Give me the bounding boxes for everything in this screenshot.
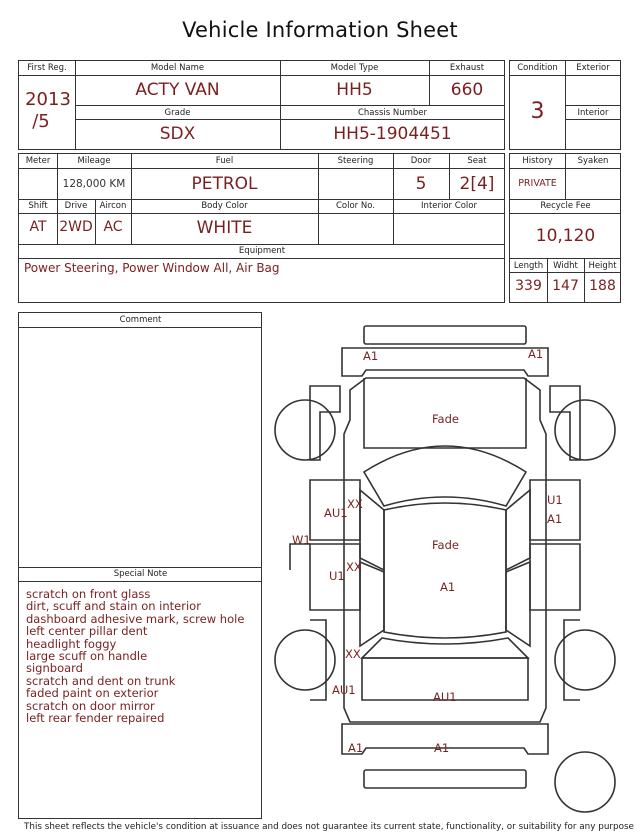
condition-label: Condition (517, 63, 558, 73)
front-right-fender (550, 386, 580, 460)
width-label: Widht (553, 261, 578, 271)
damage-mark-roof-lower: A1 (440, 580, 456, 594)
special-note-label: Special Note (113, 569, 168, 579)
rear-bumper-bottom (364, 770, 526, 788)
damage-mark-left-pillar: W1 (292, 533, 311, 547)
history-label: History (522, 156, 553, 166)
damage-mark-left-rear-door-b: U1 (329, 569, 345, 583)
width-value: 147 (552, 278, 579, 294)
right-rear-door (530, 544, 580, 610)
exhaust-value: 660 (450, 80, 484, 100)
front-left-wheel (275, 400, 335, 460)
first-reg-month: /5 (32, 111, 50, 132)
list-item: left rear fender repaired (26, 711, 165, 726)
list-item: signboard (26, 661, 83, 676)
steering-label: Steering (337, 156, 374, 166)
aircon-value: AC (103, 219, 123, 235)
damage-mark-left-front-door-a: XX (347, 497, 363, 511)
height-value: 188 (589, 278, 616, 294)
meter-label: Meter (25, 156, 51, 166)
spec-box (18, 153, 505, 303)
seat-label: Seat (467, 156, 487, 166)
model-name-label: Model Name (150, 63, 205, 73)
drive-label: Drive (64, 201, 88, 211)
list-item: left center pillar dent (26, 624, 148, 639)
fuel-value: PETROL (191, 174, 258, 194)
damage-mark-right-front-door-a: U1 (547, 493, 563, 507)
seat-value: 2[4] (459, 174, 495, 194)
windshield (364, 446, 526, 506)
comment-panel (18, 312, 262, 819)
left-rear-window (360, 562, 384, 646)
rear-left-fender (310, 620, 326, 700)
left-pillar (290, 544, 310, 570)
right-front-window (506, 490, 530, 570)
shift-value: AT (29, 219, 47, 235)
right-rear-window (506, 562, 530, 646)
height-label: Height (588, 261, 617, 271)
history-value: PRIVATE (518, 178, 557, 189)
damage-mark-left-rear-door-a: XX (346, 560, 362, 574)
damage-mark-front-bumper-right: A1 (528, 347, 544, 361)
body-color-label: Body Color (201, 201, 248, 211)
list-item: scratch on front glass (26, 587, 151, 601)
color-no-label: Color No. (335, 201, 375, 211)
damage-mark-right-front-door-b: A1 (547, 512, 563, 526)
list-item: scratch and dent on trunk (26, 673, 176, 688)
first-reg-label: First Reg. (27, 63, 67, 73)
chassis-number-label: Chassis Number (357, 108, 428, 118)
disclaimer-footer: This sheet reflects the vehicle's condition at issuance and does not guarantee its current state, functionality, or suitability for any purpose (24, 822, 634, 832)
damage-mark-hood: Fade (432, 412, 459, 426)
spare-wheel (555, 752, 615, 812)
front-left-fender (310, 386, 340, 460)
exhaust-label: Exhaust (449, 63, 485, 73)
damage-mark-front-bumper-left: A1 (363, 349, 379, 363)
model-type-value: HH5 (336, 80, 373, 100)
left-front-window (360, 490, 384, 570)
syaken-label: Syaken (577, 156, 609, 166)
list-item: dirt, scuff and stain on interior (26, 599, 201, 614)
damage-mark-roof: Fade (432, 538, 459, 552)
list-item: headlight foggy (26, 636, 117, 651)
list-item: dashboard adhesive mark, screw hole (26, 611, 245, 626)
list-item: faded paint on exterior (26, 686, 159, 701)
condition-box (509, 60, 621, 150)
model-name-value: ACTY VAN (135, 80, 220, 100)
shift-label: Shift (28, 201, 48, 211)
rear-glass (362, 638, 528, 658)
interior-label: Interior (577, 108, 609, 118)
front-right-wheel (555, 400, 615, 460)
exterior-label: Exterior (576, 63, 610, 73)
recycle-fee-label: Recycle Fee (540, 201, 591, 211)
comment-label: Comment (119, 315, 162, 325)
right-front-door (530, 480, 580, 540)
mileage-value: 128,000 KM (62, 178, 126, 190)
damage-mark-left-front-door-b: AU1 (324, 506, 348, 520)
interior-color-label: Interior Color (421, 201, 477, 211)
vehicle-info-box (18, 60, 505, 150)
page-title: Vehicle Information Sheet (182, 18, 458, 42)
door-value: 5 (415, 174, 427, 194)
damage-mark-rear-deck: AU1 (433, 690, 457, 704)
mileage-label: Mileage (77, 156, 111, 166)
grade-value: SDX (159, 124, 196, 144)
damage-mark-left-rear-fender-b: AU1 (332, 683, 356, 697)
body-color-value: WHITE (196, 218, 253, 238)
equipment-value: Power Steering, Power Window All, Air Bag (24, 261, 280, 275)
length-label: Length (513, 261, 544, 271)
model-type-label: Model Type (330, 63, 379, 73)
first-reg-year: 2013 (25, 89, 71, 110)
drive-value: 2WD (59, 219, 93, 235)
roof (384, 503, 506, 638)
history-box (509, 153, 621, 303)
chassis-number-value: HH5-1904451 (333, 124, 452, 144)
list-item: large scuff on handle (26, 649, 148, 664)
damage-mark-rear-bumper-left: A1 (348, 741, 364, 755)
aircon-label: Aircon (99, 201, 127, 211)
rear-right-fender (564, 620, 580, 700)
front-bumper-top (364, 326, 526, 344)
special-note-list (26, 588, 244, 724)
recycle-fee-value: 10,120 (535, 226, 596, 246)
grade-label: Grade (164, 108, 191, 118)
damage-mark-left-rear-fender-a: XX (345, 647, 361, 661)
door-label: Door (410, 156, 432, 166)
damage-mark-rear-bumper-right: A1 (434, 741, 450, 755)
equipment-label: Equipment (238, 246, 286, 256)
condition-value: 3 (530, 99, 545, 124)
list-item: scratch on door mirror (26, 698, 155, 713)
length-value: 339 (515, 278, 542, 294)
fuel-label: Fuel (215, 156, 234, 166)
